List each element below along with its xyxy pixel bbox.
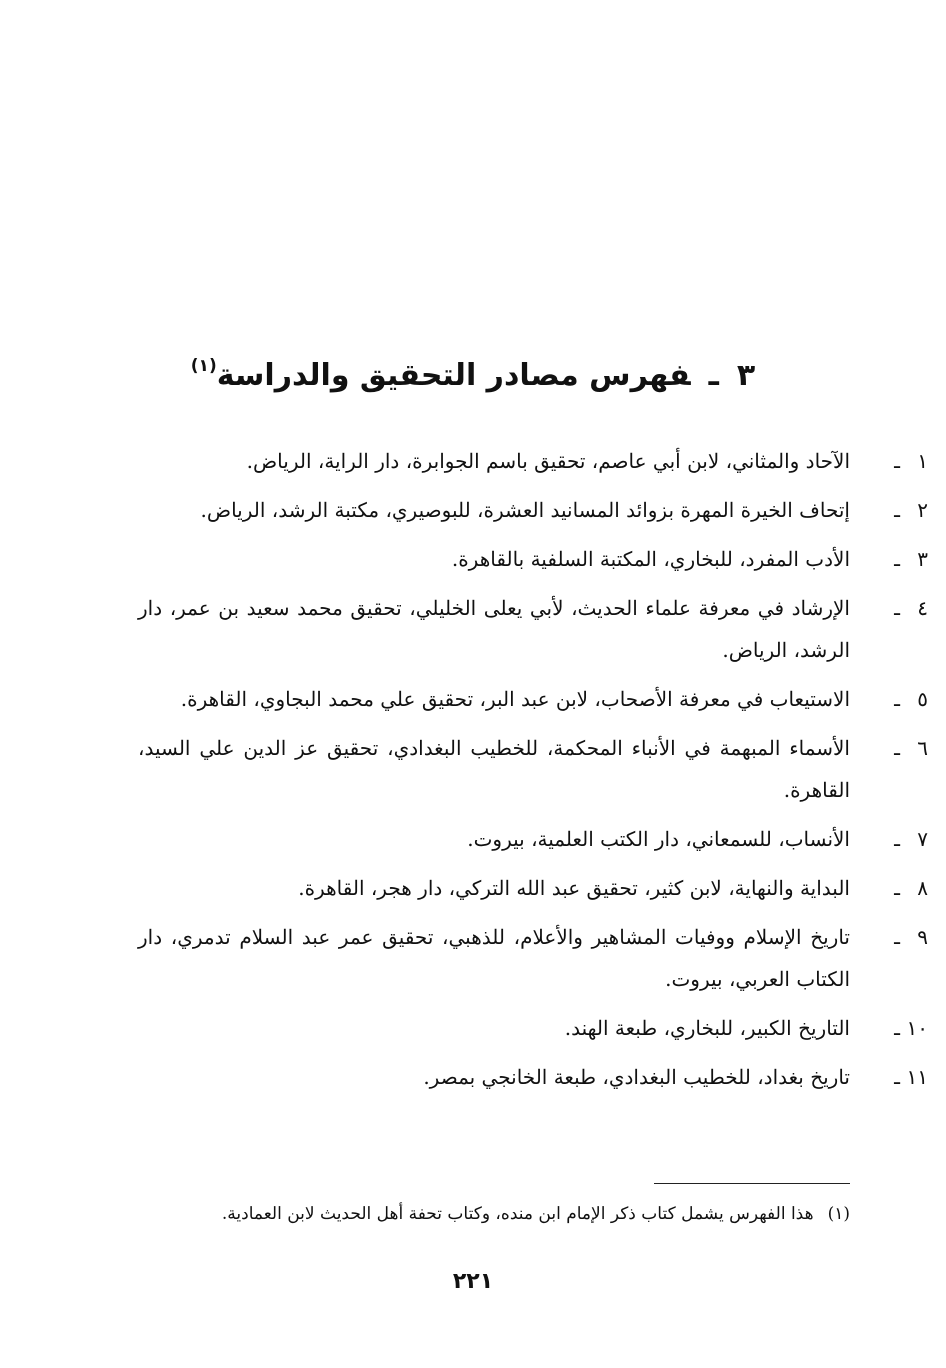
source-entry — [138, 1056, 928, 1098]
entry-text: إتحاف الخيرة المهرة بزوائد المسانيد العشرة، للبوصيري، مكتبة الرشد، الرياض. — [200, 498, 850, 522]
entry-marker — [858, 867, 928, 909]
sources-list — [138, 440, 928, 1105]
source-entry — [138, 587, 928, 671]
entry-marker — [858, 1007, 928, 1049]
entry-dash: ـ — [894, 596, 900, 620]
entry-dash: ـ — [894, 498, 900, 522]
section-number: ٣ — [736, 358, 756, 394]
source-entry — [138, 440, 928, 482]
entry-number: ٩ — [917, 925, 928, 949]
entry-text: الآحاد والمثاني، لابن أبي عاصم، تحقيق باسم الجوابرة، دار الراية، الرياض. — [246, 449, 850, 473]
entry-marker — [858, 1056, 928, 1098]
source-entry — [138, 1007, 928, 1049]
entry-number: ١ — [917, 449, 928, 473]
source-entry — [138, 727, 928, 811]
footnote-divider — [654, 1183, 850, 1184]
source-entry — [138, 538, 928, 580]
entry-number: ٤ — [917, 596, 928, 620]
entry-marker — [858, 440, 928, 482]
footnote — [130, 1194, 850, 1234]
entry-marker — [858, 818, 928, 860]
section-heading — [0, 338, 946, 404]
source-entry — [138, 867, 928, 909]
source-entry — [138, 678, 928, 720]
entry-dash: ـ — [894, 925, 900, 949]
footnote-marker: (١) — [827, 1204, 850, 1224]
entry-dash: ـ — [894, 827, 900, 851]
entry-number: ٧ — [917, 827, 928, 851]
entry-text: تاريخ الإسلام ووفيات المشاهير والأعلام، للذهبي، تحقيق عمر عبد السلام تدمري، دار الكتاب العربي، بيروت. — [138, 925, 850, 991]
entry-text: التاريخ الكبير، للبخاري، طبعة الهند. — [564, 1016, 850, 1040]
entry-text: الأسماء المبهمة في الأنباء المحكمة، للخطيب البغدادي، تحقيق عز الدين علي السيد، القاهرة. — [138, 736, 850, 802]
entry-marker — [858, 916, 928, 958]
entry-text: الإرشاد في معرفة علماء الحديث، لأبي يعلى الخليلي، تحقيق محمد سعيد بن عمر، دار الرشد، الرياض. — [138, 596, 850, 662]
entry-marker — [858, 587, 928, 629]
source-entry — [138, 489, 928, 531]
entry-marker — [858, 538, 928, 580]
entry-dash: ـ — [894, 1016, 900, 1040]
entry-dash: ـ — [894, 876, 900, 900]
entry-dash: ـ — [894, 547, 900, 571]
entry-text: الاستيعاب في معرفة الأصحاب، لابن عبد البر، تحقيق علي محمد البجاوي، القاهرة. — [180, 687, 850, 711]
entry-number: ١٠ — [906, 1016, 928, 1040]
entry-dash: ـ — [894, 687, 900, 711]
entry-text: تاريخ بغداد، للخطيب البغدادي، طبعة الخانجي بمصر. — [423, 1065, 850, 1089]
entry-number: ٢ — [917, 498, 928, 522]
section-title: فهرس مصادر التحقيق والدراسة — [216, 358, 691, 394]
source-entry — [138, 916, 928, 1000]
section-dash: ـ — [708, 358, 719, 394]
entry-dash: ـ — [894, 736, 900, 760]
entry-text: الأدب المفرد، للبخاري، المكتبة السلفية بالقاهرة. — [451, 547, 850, 571]
entry-number: ٣ — [917, 547, 928, 571]
entry-marker — [858, 727, 928, 769]
entry-number: ٥ — [917, 687, 928, 711]
source-entry — [138, 818, 928, 860]
entry-number: ٨ — [917, 876, 928, 900]
entry-marker — [858, 678, 928, 720]
entry-dash: ـ — [894, 1065, 900, 1089]
footnote-reference: (١) — [190, 356, 217, 377]
footnote-text: هذا الفهرس يشمل كتاب ذكر الإمام ابن منده، وكتاب تحفة أهل الحديث لابن العمادية. — [221, 1204, 814, 1224]
entry-dash: ـ — [894, 449, 900, 473]
entry-text: الأنساب، للسمعاني، دار الكتب العلمية، بيروت. — [467, 827, 850, 851]
page-number: ٢٢١ — [452, 1269, 494, 1294]
entry-text: البداية والنهاية، لابن كثير، تحقيق عبد الله التركي، دار هجر، القاهرة. — [298, 876, 850, 900]
entry-number: ١١ — [906, 1065, 928, 1089]
entry-marker — [858, 489, 928, 531]
entry-number: ٦ — [917, 736, 928, 760]
